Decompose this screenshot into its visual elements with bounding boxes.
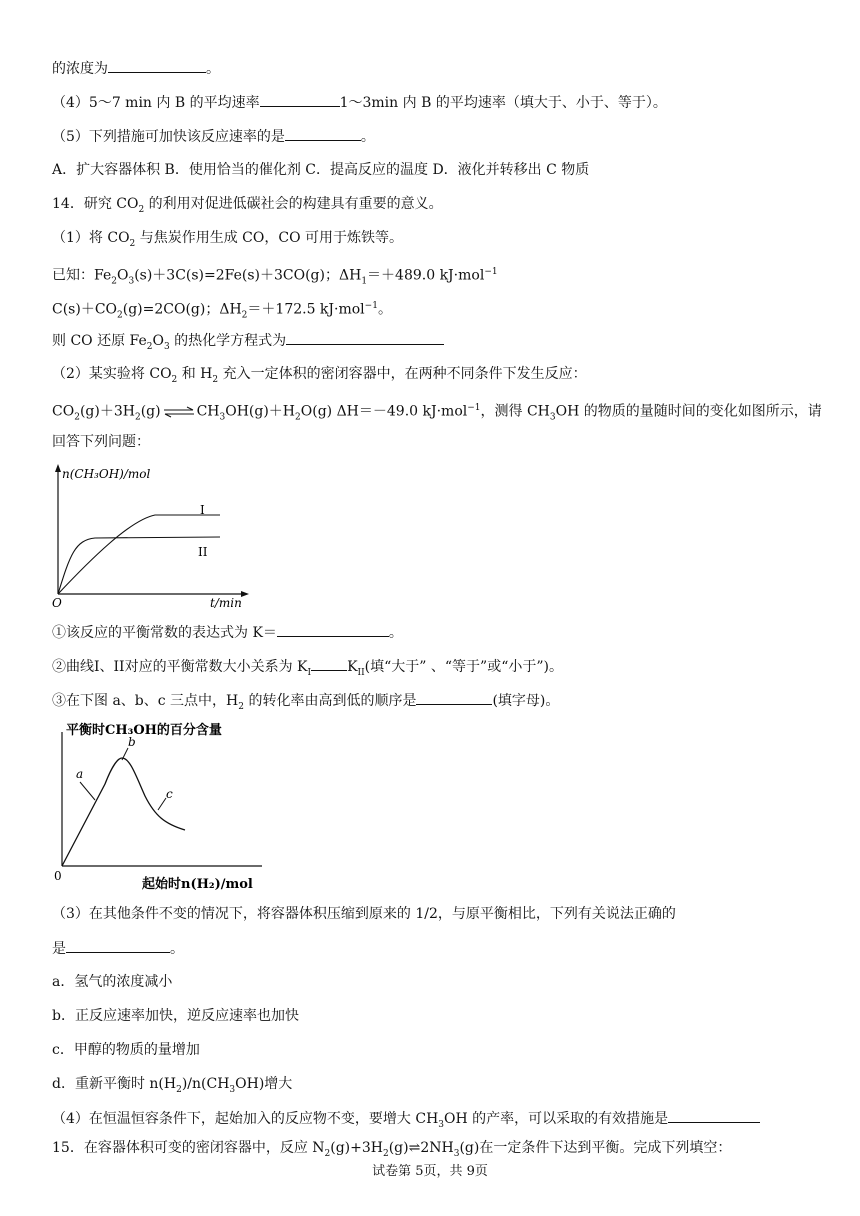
thermochemical-question: 则 CO 还原 $Fe_2O_3$ 的热化学方程式为 (52, 330, 444, 357)
question-4: （4）5～7 min 内 B 的平均速率 1～3min 内 B 的平均速率（填大于、小于、等于）。 (52, 92, 667, 113)
answer-blank[interactable] (668, 1108, 760, 1123)
question-15: 15．在容器体积可变的密闭容器中，反应 $N_2(g)+3H_2(g)\rightleftharpoons 2NH_3(g)$在一定条件下达到平衡。完成下列填空： (52, 1140, 732, 1159)
answer-blank[interactable] (260, 92, 340, 107)
reaction-equation: $CO_2(g)+3H_2(g)$ $CH_3OH(g)+H_2O(g)$ ΔH＝－49.0 kJ·mol$^{-1}$，测得 $CH_3OH$ 的物质的量随时间的变化如图所示，请 (52, 403, 822, 423)
question-14-part-2: （2）某实验将 $CO_2$ 和 $H_2$ 充入一定体积的密闭容器中，在两种不同条件下发生反应： (52, 366, 587, 385)
carbon-equation: $C(s)+CO_2(g)=2CO(g)$；$\Delta H_2=+172.5$ kJ·mol$^{-1}$。 (52, 301, 392, 321)
x-axis-arrow-icon (241, 591, 249, 597)
question-14-part-4: （4）在恒温恒容条件下，起始加入的反应物不变，要增大 $CH_3OH$ 的产率，可以采取的有效措施是 (52, 1108, 760, 1135)
point-a-label: a (76, 767, 84, 781)
answer-blank[interactable] (311, 656, 347, 671)
methanol-percent-graph (50, 714, 280, 894)
text-line: 回答下列问题： (52, 434, 150, 450)
question-5-options: A．扩大容器体积 B．使用恰当的催化剂 C．提高反应的温度 D．液化并转移出 C 物质 (52, 162, 590, 178)
option-c: c．甲醇的物质的量增加 (52, 1042, 200, 1058)
equilibrium-arrow-icon (163, 406, 195, 418)
answer-blank[interactable] (277, 622, 389, 637)
question-14-part-3: （3）在其他条件不变的情况下，将容器体积压缩到原来的 1/2，与原平衡相比，下列有关说法正确的 (52, 906, 676, 922)
y-axis-label: n(CH₃OH)/mol (62, 467, 151, 481)
page-footer: 试卷第 5页，共 9页 (372, 1164, 488, 1179)
answer-blank[interactable] (416, 690, 492, 705)
point-a-leader (80, 782, 95, 800)
question-14-part-3-cont: 是 。 (52, 938, 184, 959)
question-14-sub-2: ②曲线I、II对应的平衡常数大小关系为 $K_I$ $K_{II}$(填“大于” 、“等于”或“小于”)。 (52, 656, 563, 683)
point-c-label: c (166, 787, 173, 801)
curve-II-label: II (198, 545, 208, 559)
curve-I-label: I (200, 503, 205, 517)
question-14-sub-3: ③在下图 a、b、c 三点中，$H_2$ 的转化率由高到低的顺序是 (填字母)。 (52, 690, 559, 717)
origin-label: 0 (54, 869, 62, 883)
origin-label: O (52, 596, 62, 610)
point-c-leader (158, 798, 166, 810)
option-b: b．正反应速率加快，逆反应速率也加快 (52, 1008, 299, 1024)
y-axis-label: 平衡时CH₃OH的百分含量 (66, 723, 222, 738)
question-14-sub-1: ①该反应的平衡常数的表达式为 K＝ 。 (52, 622, 403, 643)
answer-blank[interactable] (66, 938, 170, 953)
question-14-part-1: （1）将 $CO_2$ 与焦炭作用生成 CO，CO 可用于炼铁等。 (52, 230, 404, 249)
point-b-label: b (128, 735, 136, 749)
methanol-time-graph (50, 460, 250, 610)
known-equation: 已知：$Fe_2O_3(s)+3C(s)=2Fe(s)+3CO(g)$；$\Delta H_1=+489.0$ kJ·mol$^{-1}$ (52, 267, 498, 287)
answer-blank[interactable] (285, 126, 361, 141)
text-line: 的浓度为 。 (52, 58, 220, 79)
question-14: 14．研究 $CO_2$ 的利用对促进低碳社会的构建具有重要的意义。 (52, 196, 443, 215)
curve-II (58, 537, 220, 594)
x-axis-label: t/min (210, 596, 242, 610)
curve-I (58, 515, 220, 594)
y-axis-arrow-icon (55, 464, 61, 472)
answer-blank[interactable] (108, 58, 206, 73)
option-d: d．重新平衡时 $n(H_2)/n(CH_3OH)$增大 (52, 1076, 293, 1095)
option-a: a．氢气的浓度减小 (52, 974, 173, 990)
answer-blank[interactable] (286, 330, 444, 345)
x-axis-label: 起始时n(H₂)/mol (142, 877, 253, 892)
question-5: （5）下列措施可加快该反应速率的是 。 (52, 126, 375, 147)
